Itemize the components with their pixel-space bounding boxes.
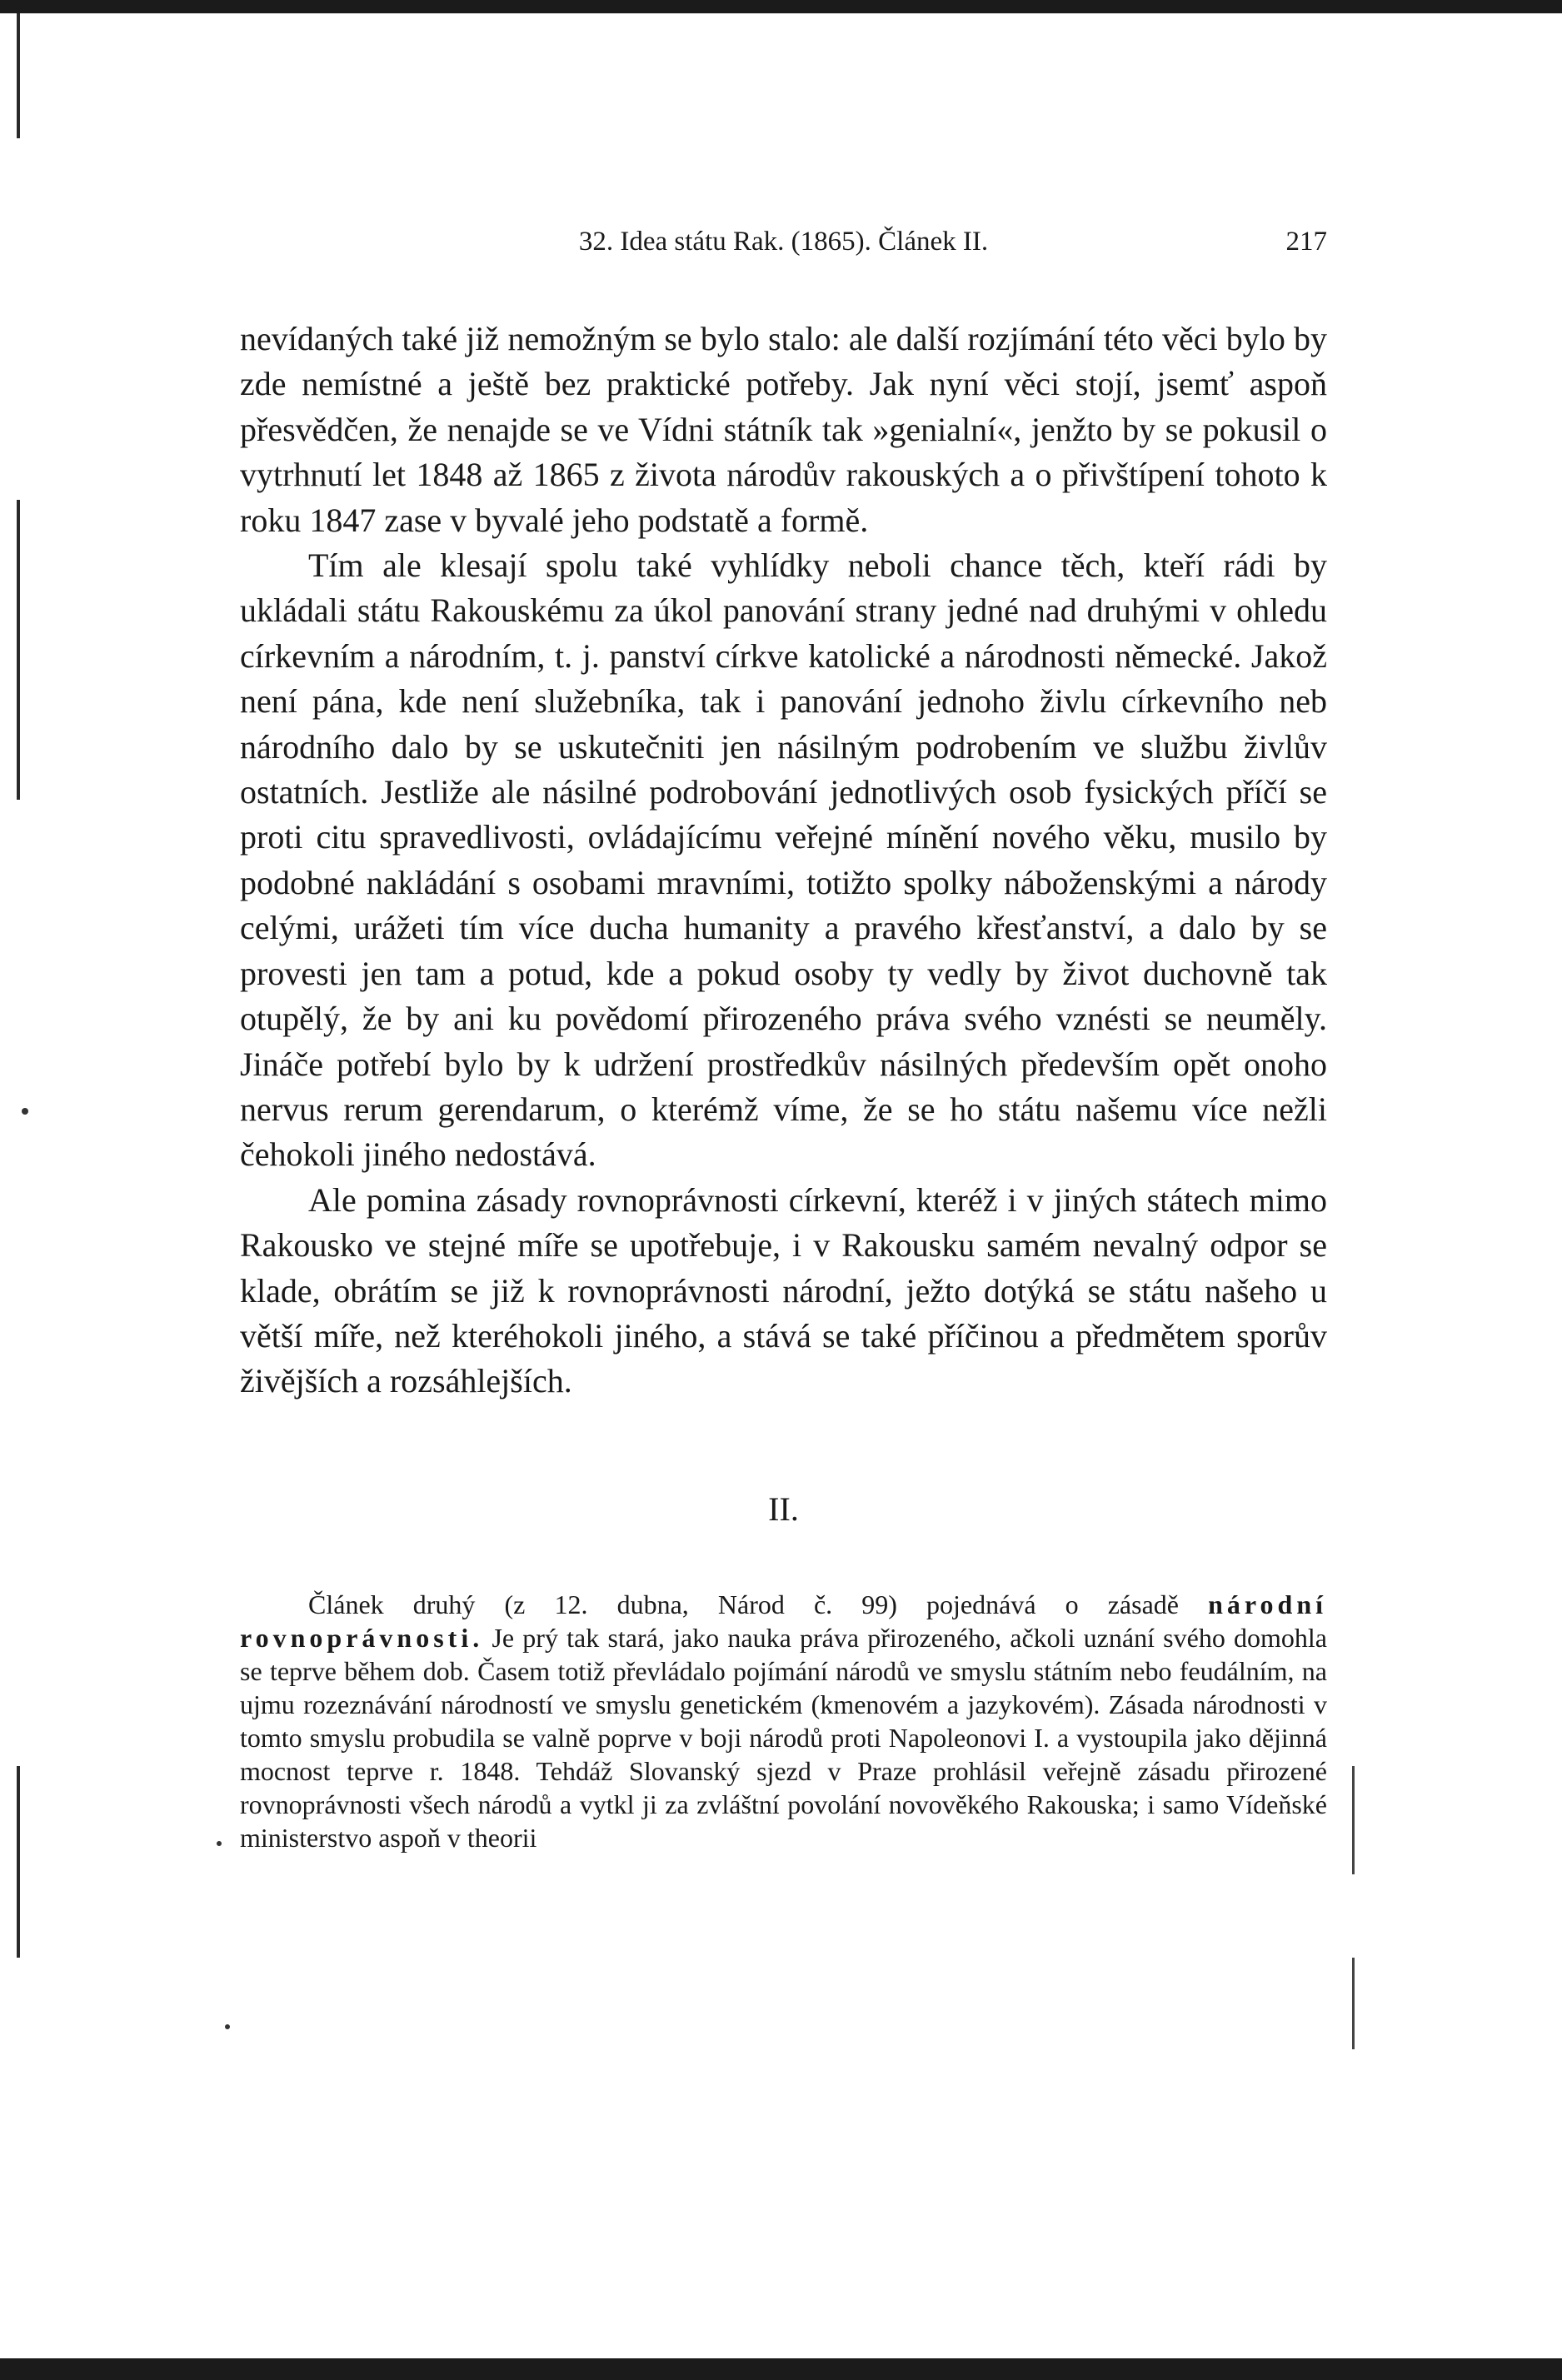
paragraph-2: Tím ale klesají spolu také vyhlídky neboli chance těch, kteří rádi by ukládali státu Rakouskému za úkol panování strany jedné nad druhými v ohledu církevním a národním, t. j. panství církve katolické a národnosti německé. Jakož není pána, kde není služebníka, tak i panování jednoho živlu církevního neb národního dalo by se uskutečniti jen násilným podrobením ve službu živlův ostatních. Jestliže ale násilné podrobování jednotlivých osob fysických příčí se proti citu spravedlivosti, ovládajícímu veřejné mínění nového věku, musilo by podobné nakládání s osobami mravními, totižto spolky náboženskými a národy celými, urážeti tím více ducha humanity a pravého křesťanství, a dalo by se provesti jen tam a potud, kde a pokud osoby ty vedly by život duchovně tak otupělý, že by ani ku povědomí přirozeného práva svého vznésti se neuměly. Jináče potřebí bylo by k udržení prostředkův násilných především opět onoho nervus rerum gerendarum, o kterémž víme, že se ho státu našemu více nežli čehokoli jiného nedostává. (240, 546, 1327, 1174)
scan-border-top (0, 0, 1562, 13)
footnote (240, 1588, 1327, 1854)
scan-border-bottom (0, 2358, 1562, 2380)
paragraph-1: nevídaných také již nemožným se bylo stalo: ale další rozjímání této věci bylo by zde nemístné a ještě bez praktické potřeby. Jak nyní věci stojí, jsemť aspoň přesvědčen, že nenajde se ve Vídni státník tak »genialní«, jenžto by se pokusil o vytrhnutí let 1848 až 1865 z života národův rakouských a o přivštípení tohoto k roku 1847 zase v byvalé jeho podstatě a formě. (240, 320, 1327, 539)
running-title: 32. Idea státu Rak. (1865). Článek II. (578, 227, 989, 257)
footnote-lead: Článek druhý (z 12. dubna, Národ č. 99) pojednává o zásadě (308, 1589, 1179, 1619)
scan-edge-mark (17, 500, 20, 800)
section-heading: II. (768, 1489, 799, 1528)
scan-speck (22, 1108, 28, 1115)
margin-mark (1352, 1958, 1355, 2049)
body-text (240, 317, 1327, 1405)
running-head (240, 227, 1327, 267)
footnote-rest: Je prý tak stará, jako nauka práva přirozeného, ačkoli uznání svého domohla se teprve během dob. Časem totiž převládalo pojímání národů ve smyslu státním nebo feudálním, na ujmu rozeznávání národností ve smyslu genetickém (kmenovém a jazykovém). Zásada národnosti v tomto smyslu probudila se valně poprve v boji národů proti Napoleonovi I. a vystoupila jako dějinná mocnost teprve r. 1848. Tehdáž Slovanský sjezd v Praze prohlásil veřejně zásadu přirozené rovnoprávnosti všech národů a vytkl ji za zvláštní povolání novověkého Rakouska; i samo Vídeňské ministerstvo aspoň v theorii (240, 1622, 1328, 1853)
margin-mark (1352, 1766, 1355, 1874)
scan-speck (217, 1841, 222, 1846)
page-content (240, 227, 1327, 1854)
scan-edge-mark (17, 1766, 20, 1958)
scan-edge-mark (17, 13, 20, 138)
footnote-emphasis: národní rovnoprávnosti. (240, 1589, 1328, 1653)
paragraph-3: Ale pomina zásady rovnoprávnosti církevní, kteréž i v jiných státech mimo Rakousko ve stejné míře se upotřebuje, i v Rakousku samém nevalný odpor se klade, obrátím se již k rovnoprávnosti národní, ježto dotýká se státu našeho u větší míře, než kteréhokoli jiného, a stává se také příčinou a předmětem sporův živějších a rozsáhlejších. (240, 1180, 1327, 1400)
page-number: 217 (1285, 227, 1327, 257)
scan-speck (225, 2024, 230, 2029)
